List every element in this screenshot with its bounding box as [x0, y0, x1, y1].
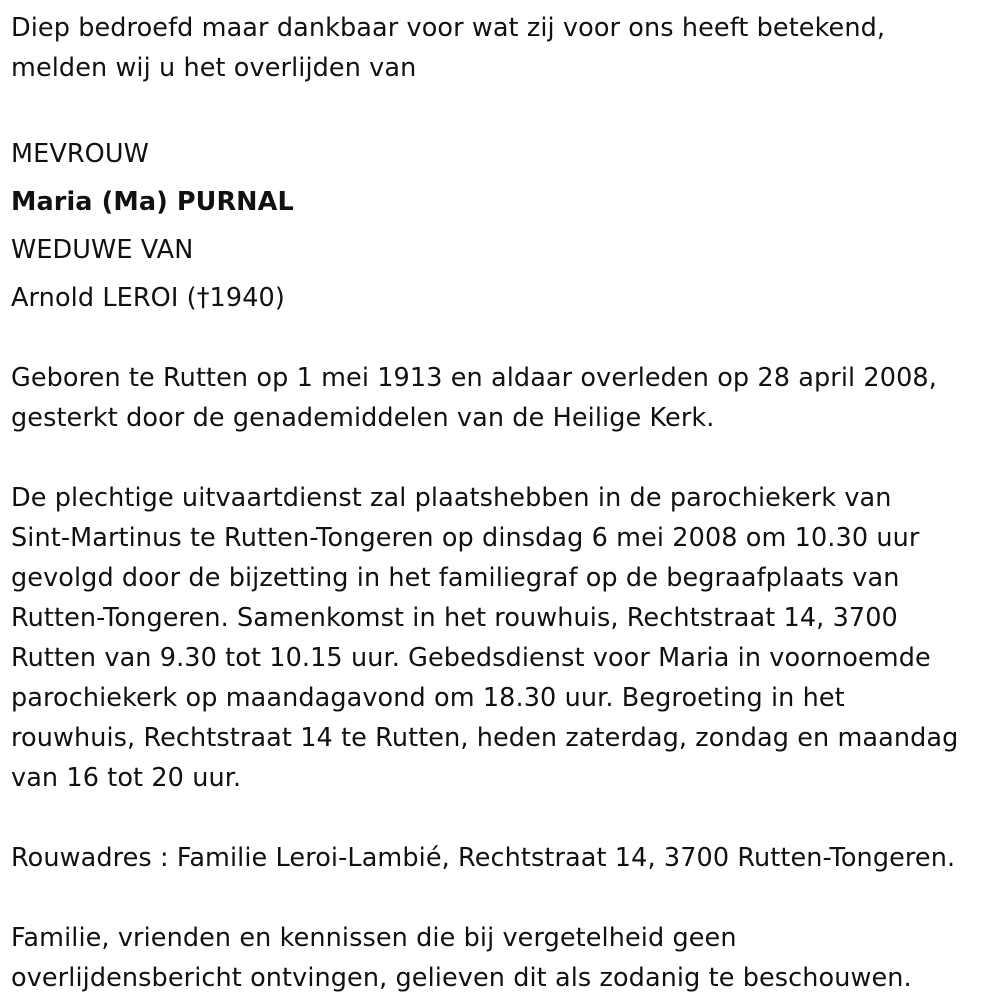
closing-paragraph [11, 918, 1000, 998]
funeral-line: De plechtige uitvaartdienst zal plaatshebben in de parochiekerk van [11, 483, 892, 513]
spouse-name: Arnold LEROI (†1940) [11, 283, 285, 313]
intro-line: Diep bedroefd maar dankbaar voor wat zij voor ons heeft betekend, [11, 13, 886, 43]
funeral-line: gevolgd door de bijzetting in het familiegraf op de begraafplaats van [11, 563, 900, 593]
deceased-name: Maria (Ma) PURNAL [11, 187, 294, 217]
spacer [11, 878, 1000, 918]
relation: WEDUWE VAN [11, 235, 194, 265]
spacer [11, 322, 1000, 358]
intro-paragraph [11, 8, 1000, 88]
intro-line: melden wij u het overlijden van [11, 53, 417, 83]
spacer [11, 88, 1000, 128]
closing-line: Familie, vrienden en kennissen die bij vergetelheid geen [11, 923, 737, 953]
mourning-address: Rouwadres : Familie Leroi-Lambié, Rechtstraat 14, 3700 Rutten-Tongeren. [11, 843, 956, 873]
birth-death-line: Geboren te Rutten op 1 mei 1913 en aldaar overleden op 28 april 2008, [11, 363, 937, 393]
funeral-line: van 16 tot 20 uur. [11, 763, 242, 793]
funeral-line: parochiekerk op maandagavond om 18.30 uur. Begroeting in het [11, 683, 845, 713]
funeral-paragraph [11, 478, 1000, 798]
funeral-line: Rutten-Tongeren. Samenkomst in het rouwhuis, Rechtstraat 14, 3700 [11, 603, 898, 633]
closing-line: overlijdensbericht ontvingen, gelieven dit als zodanig te beschouwen. [11, 963, 912, 993]
funeral-line: Rutten van 9.30 tot 10.15 uur. Gebedsdienst voor Maria in voornoemde [11, 643, 931, 673]
birth-death-paragraph [11, 358, 1000, 438]
deceased-block [11, 130, 1000, 322]
salutation: MEVROUW [11, 139, 149, 169]
birth-death-line: gesterkt door de genademiddelen van de Heilige Kerk. [11, 403, 715, 433]
funeral-line: Sint-Martinus te Rutten-Tongeren op dinsdag 6 mei 2008 om 10.30 uur [11, 523, 920, 553]
spacer [11, 798, 1000, 838]
address-paragraph [11, 838, 1000, 878]
spacer [11, 438, 1000, 478]
funeral-line: rouwhuis, Rechtstraat 14 te Rutten, heden zaterdag, zondag en maandag [11, 723, 959, 753]
